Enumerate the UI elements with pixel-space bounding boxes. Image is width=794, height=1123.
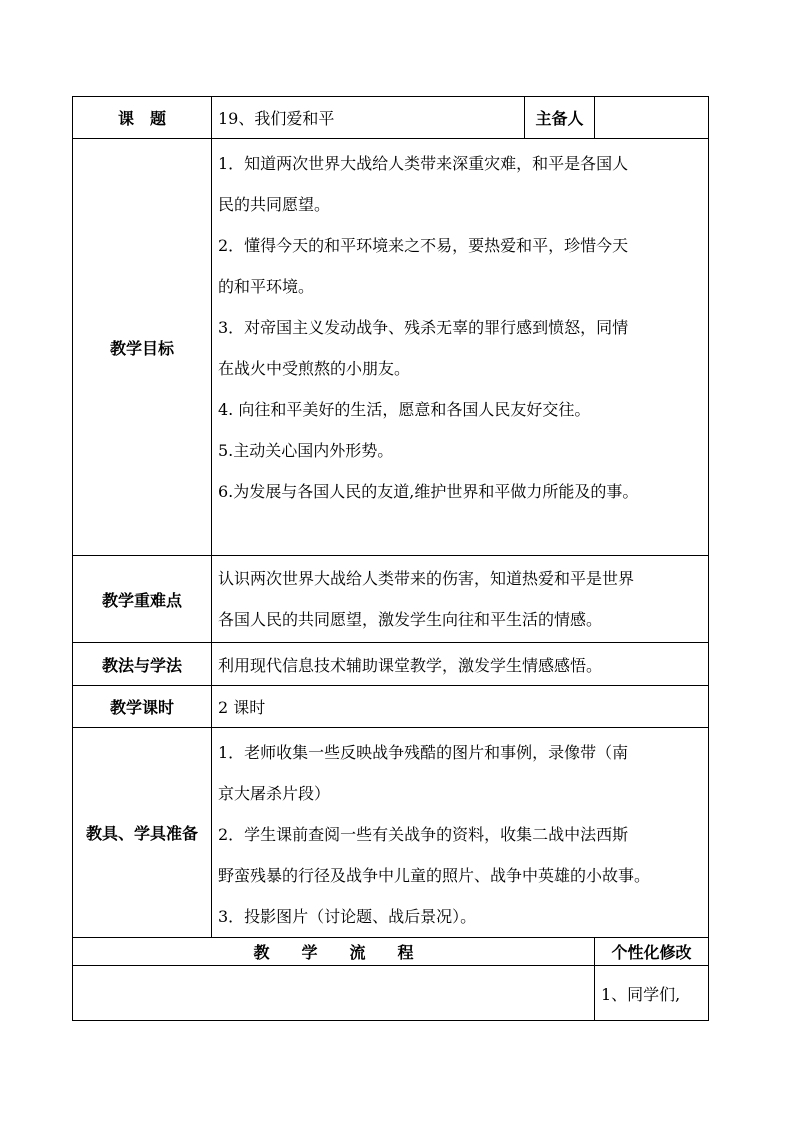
lesson-plan-table xyxy=(72,96,709,1021)
key-points-line: 各国人民的共同愿望，激发学生向往和平生活的情感。 xyxy=(218,610,603,629)
goals-content xyxy=(212,139,709,556)
goals-line: 5.主动关心国内外形势。 xyxy=(218,441,394,460)
topic-label: 课 题 xyxy=(73,97,212,139)
goals-line: 在战火中受煎熬的小朋友。 xyxy=(218,359,411,378)
topic-row xyxy=(73,97,709,139)
preparer-value xyxy=(595,97,709,139)
method-row xyxy=(73,643,709,686)
key-points-label: 教学重难点 xyxy=(73,556,212,643)
tools-line: 2．学生课前查阅一些有关战争的资料，收集二战中法西斯 xyxy=(218,825,629,844)
goals-line: 民的共同愿望。 xyxy=(218,195,331,214)
tools-line: 野蛮残暴的行径及战争中儿童的照片、战争中英雄的小故事。 xyxy=(218,866,651,885)
hours-row xyxy=(73,686,709,728)
tools-row xyxy=(73,728,709,938)
method-value: 利用现代信息技术辅助课堂教学，激发学生情感感悟。 xyxy=(212,643,709,686)
tools-line: 3．投影图片（讨论题、战后景况）。 xyxy=(218,907,477,926)
goals-row xyxy=(73,139,709,556)
key-points-line: 认识两次世界大战给人类带来的伤害，知道热爱和平是世界 xyxy=(218,569,635,588)
goals-line: 4. 向往和平美好的生活，愿意和各国人民友好交往。 xyxy=(218,400,591,419)
goals-line: 6.为发展与各国人民的友道,维护世界和平做力所能及的事。 xyxy=(218,482,639,501)
flow-content-row xyxy=(73,966,709,1021)
flow-header-row xyxy=(73,938,709,966)
key-points-content xyxy=(212,556,709,643)
goals-line: 的和平环境。 xyxy=(218,277,315,296)
preparer-label: 主备人 xyxy=(525,97,595,139)
tools-label: 教具、学具准备 xyxy=(73,728,212,938)
goals-line: 1．知道两次世界大战给人类带来深重灾难，和平是各国人 xyxy=(218,154,629,173)
modification-content: 1、同学们, xyxy=(595,966,709,1021)
goals-line: 2．懂得今天的和平环境来之不易，要热爱和平，珍惜今天 xyxy=(218,236,629,255)
hours-label: 教学课时 xyxy=(73,686,212,728)
topic-value: 19、我们爱和平 xyxy=(212,97,525,139)
modification-header: 个性化修改 xyxy=(595,938,709,966)
flow-content xyxy=(73,966,595,1021)
method-label: 教法与学法 xyxy=(73,643,212,686)
tools-content xyxy=(212,728,709,938)
tools-line: 1．老师收集一些反映战争残酷的图片和事例，录像带（南 xyxy=(218,743,629,762)
goals-line: 3．对帝国主义发动战争、残杀无辜的罪行感到愤怒，同情 xyxy=(218,318,629,337)
tools-line: 京大屠杀片段） xyxy=(218,784,331,803)
flow-header: 教 学 流 程 xyxy=(73,938,595,966)
goals-label: 教学目标 xyxy=(73,139,212,556)
key-points-row xyxy=(73,556,709,643)
hours-value: 2 课时 xyxy=(212,686,709,728)
